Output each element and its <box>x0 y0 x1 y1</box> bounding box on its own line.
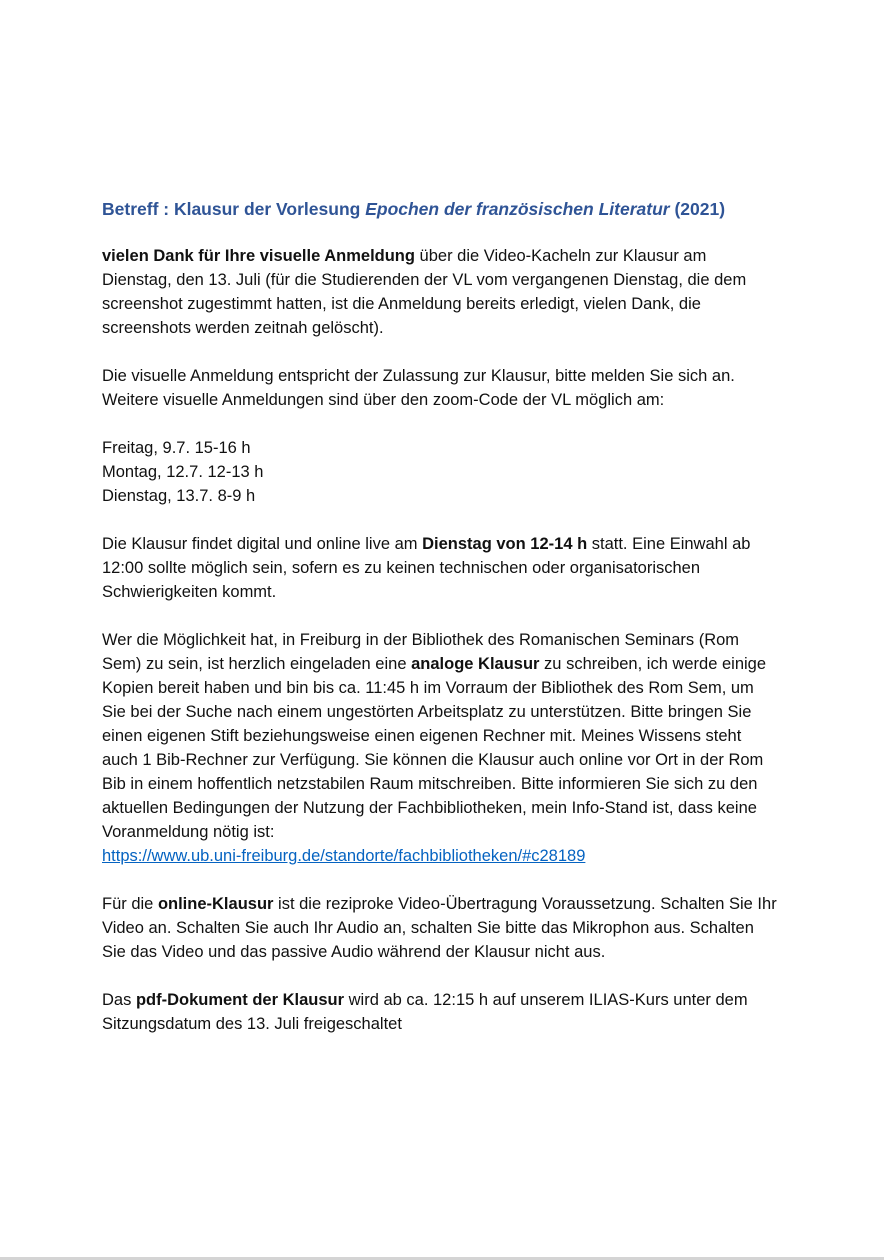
date-item: Freitag, 9.7. 15-16 h <box>102 439 251 457</box>
paragraph-analog-exam <box>102 628 778 868</box>
paragraph-online-exam <box>102 892 778 964</box>
thanks-text: über die Video-Kacheln zur Klausur am Dienstag, den 13. Juli (für die Studierenden der VL vom vergangenen Dienstag, die dem screenshot zugestimmt hatten, ist die Anmeldung bereits erledigt, vielen Dank, die screenshots werden zeitnah gelöscht). <box>102 247 747 337</box>
online-bold: online-Klausur <box>157 895 274 913</box>
document-body <box>102 196 778 1060</box>
registration-text: Die visuelle Anmeldung entspricht der Zulassung zur Klausur, bitte melden Sie sich an. Weitere visuelle Anmeldungen sind über den zoom-Code der VL möglich am: <box>102 367 735 409</box>
library-link[interactable]: https://www.ub.uni-freiburg.de/standorte/fachbibliotheken/#c28189 <box>102 847 586 865</box>
date-item: Dienstag, 13.7. 8-9 h <box>102 487 256 505</box>
subject-heading <box>102 196 778 222</box>
online-before: Für die <box>102 895 158 913</box>
dates-list <box>102 436 778 508</box>
paragraph-exam-time <box>102 532 778 604</box>
pdf-after: wird ab ca. 12:15 h auf unserem ILIAS-Kurs unter dem Sitzungsdatum des 13. Juli freigeschaltet <box>102 991 748 1033</box>
online-after: ist die reziproke Video-Übertragung Voraussetzung. Schalten Sie Ihr Video an. Schalten Sie auch Ihr Audio an, schalten Sie bitte das Mikrophon aus. Schalten Sie das Video und das passive Audio während der Klausur nicht aus. <box>102 895 777 961</box>
pdf-bold: pdf-Dokument der Klausur <box>135 991 345 1009</box>
analog-before: Wer die Möglichkeit hat, in Freiburg in der Bibliothek des Romanischen Seminars (Rom Sem) zu sein, ist herzlich eingeladen eine <box>102 631 740 673</box>
analog-after: zu schreiben, ich werde einige Kopien bereit haben und bin bis ca. 11:45 h im Vorraum der Bibliothek des Rom Sem, um Sie bei der Suche nach einem ungestörten Arbeitsplatz zu unterstützen. Bitte bringen Sie einen eigenen Stift beziehungsweise einen eigenen Rechner mit. Meines Wissens steht auch 1 Bib-Rechner zur Verfügung. Sie können die Klausur auch online vor Ort in der Rom Bib in einem hoffentlich netzstabilen Raum mitschreiben. Bitte informieren Sie sich zu den aktuellen Bedingungen der Nutzung der Fachbibliotheken, mein Info-Stand ist, dass keine Voranmeldung nötig ist: <box>102 655 767 841</box>
date-item: Montag, 12.7. 12-13 h <box>102 463 264 481</box>
exam-time-after: statt. Eine Einwahl ab 12:00 sollte möglich sein, sofern es zu keinen technischen oder organisatorischen Schwierigkeiten kommt. <box>102 535 751 601</box>
paragraph-registration <box>102 364 778 412</box>
thanks-bold: vielen Dank für Ihre visuelle Anmeldung <box>102 247 415 265</box>
paragraph-pdf <box>102 988 778 1036</box>
analog-bold: analoge Klausur <box>411 655 540 673</box>
exam-time-before: Die Klausur findet digital und online live am <box>102 535 423 553</box>
subject-prefix: Betreff : Klausur der Vorlesung <box>102 199 366 219</box>
subject-year: (2021) <box>669 199 726 219</box>
paragraph-thanks <box>102 244 778 340</box>
exam-time-bold: Dienstag von 12-14 h <box>422 535 588 553</box>
pdf-before: Das <box>102 991 136 1009</box>
subject-lecture-title: Epochen der französischen Literatur <box>365 199 670 219</box>
